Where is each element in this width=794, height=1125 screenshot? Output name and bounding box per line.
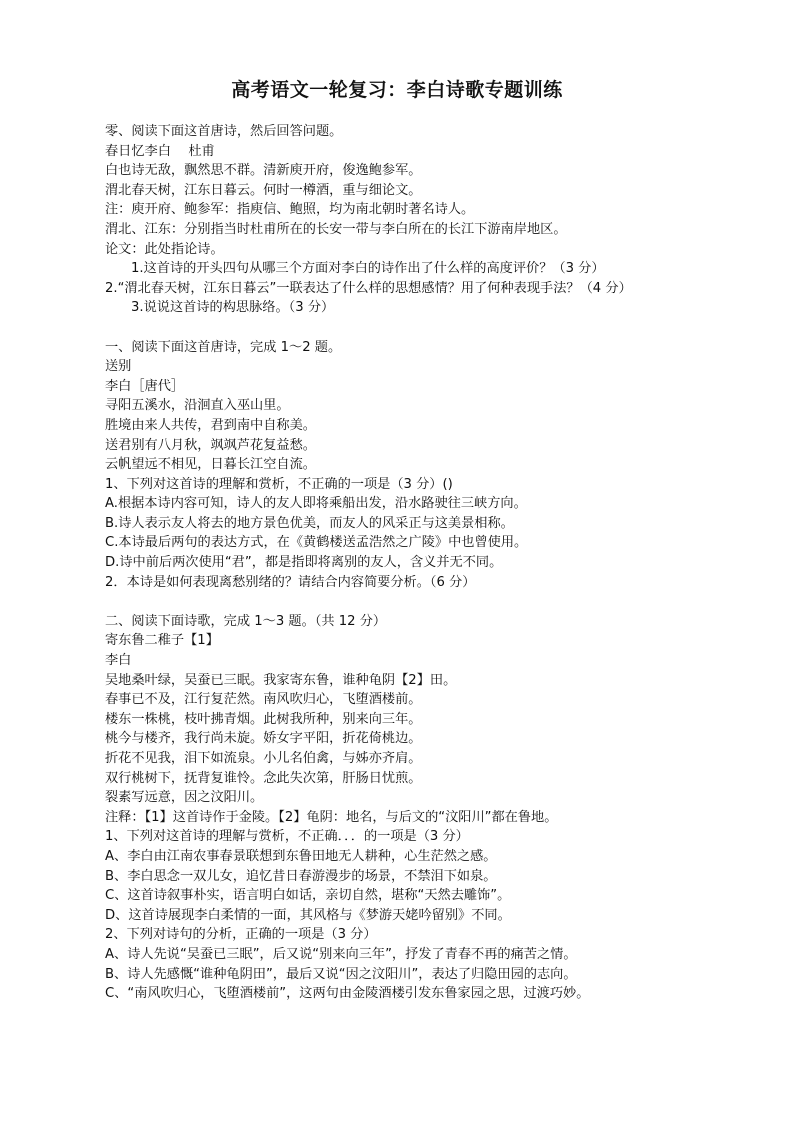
section-0-heading: 零、阅读下面这首唐诗，然后回答问题。 bbox=[105, 124, 343, 139]
poem-line: 楼东一株桃，枝叶拂青烟。此树我所种，别来向三年。 bbox=[105, 711, 422, 727]
poem-line: 桃今与楼齐，我行尚未旋。娇女字平阳，折花倚桃边。 bbox=[105, 731, 422, 747]
option-a: A、诗人先说“吴蚕已三眠”，后又说“别来向三年”，抒发了青春不再的痛苦之情。 bbox=[105, 946, 577, 962]
document-body bbox=[105, 122, 705, 1004]
option-c: C、“南风吹归心，飞堕酒楼前”，这两句由金陵酒楼引发东鲁家园之思，过渡巧妙。 bbox=[105, 986, 590, 1002]
poem-line: 白也诗无敌，飘然思不群。清新庾开府，俊逸鲍参军。 bbox=[105, 163, 422, 179]
poem-note: 渭北、江东：分别指当时杜甫所在的长安一带与李白所在的长江下游南岸地区。 bbox=[105, 221, 567, 237]
question-3: 3.说说这首诗的构思脉络。（3 分） bbox=[131, 300, 335, 316]
section-2-heading: 二、阅读下面诗歌，完成 1～3 题。（共 12 分） bbox=[105, 613, 387, 629]
poem-author: 李白 bbox=[105, 653, 132, 669]
question-1: 1.这首诗的开头四句从哪三个方面对李白的诗作出了什么样的高度评价？（3 分） bbox=[131, 261, 605, 277]
option-a: A、李白由江南农事春景联想到东鲁田地无人耕种，心生茫然之感。 bbox=[105, 848, 497, 864]
spacer bbox=[105, 318, 705, 338]
option-b: B、李白思念一双儿女，追忆昔日春游漫步的场景，不禁泪下如泉。 bbox=[105, 868, 497, 884]
poem-line: 吴地桑叶绿，吴蚕已三眠。我家寄东鲁，谁种龟阴【2】田。 bbox=[105, 672, 457, 688]
section-1-heading: 一、阅读下面这首唐诗，完成 1～2 题。 bbox=[105, 339, 342, 355]
poem-line: 渭北春天树，江东日暮云。何时一樽酒，重与细论文。 bbox=[105, 182, 422, 198]
poem-line: 春事已不及，江行复茫然。南风吹归心，飞堕酒楼前。 bbox=[105, 692, 422, 708]
option-c: C.本诗最后两句的表达方式，在《黄鹤楼送孟浩然之广陵》中也曾使用。 bbox=[105, 535, 528, 551]
poem-line: 双行桃树下，抚背复谁怜。念此失次第，肝肠日忧煎。 bbox=[105, 770, 422, 786]
option-b: B、诗人先感慨“谁种龟阴田”，最后又说“因之汶阳川”，表达了归隐田园的志向。 bbox=[105, 966, 577, 982]
poem-line: 折花不见我，泪下如流泉。小儿名伯禽，与姊亦齐肩。 bbox=[105, 751, 422, 766]
option-b: B.诗人表示友人将去的地方景色优美，而友人的风采正与这美景相称。 bbox=[105, 515, 514, 531]
spacer bbox=[105, 592, 705, 612]
question-1: 1、下列对这首诗的理解和赏析，不正确的一项是（3 分）() bbox=[105, 476, 453, 492]
poem-author: 李白［唐代］ bbox=[105, 378, 185, 394]
question-2: 2．本诗是如何表现离愁别绪的？请结合内容简要分析。（6 分） bbox=[105, 574, 476, 590]
option-d: D、这首诗展现李白柔情的一面，其风格与《梦游天姥吟留别》不同。 bbox=[105, 907, 511, 923]
poem-line: 裂素写远意，因之汶阳川。 bbox=[105, 790, 264, 806]
poem-line: 云帆望远不相见，日暮长江空自流。 bbox=[105, 457, 316, 473]
option-d: D.诗中前后两次使用“君”，都是指即将离别的友人，含义并无不同。 bbox=[105, 555, 503, 571]
poem-title: 春日忆李白 杜甫 bbox=[105, 143, 215, 159]
poem-title: 送别 bbox=[105, 359, 132, 375]
poem-note: 注：庾开府、鲍参军：指庾信、鲍照，均为南北朝时著名诗人。 bbox=[105, 202, 475, 218]
poem-note: 注释：【1】这首诗作于金陵。【2】龟阴：地名，与后文的“汶阳川”都在鲁地。 bbox=[105, 809, 558, 825]
poem-line: 送君别有八月秋，飒飒芦花复益愁。 bbox=[105, 437, 316, 453]
poem-note: 论文：此处指论诗。 bbox=[105, 241, 224, 257]
option-a: A.根据本诗内容可知，诗人的友人即将乘船出发，沿水路驶往三峡方向。 bbox=[105, 496, 527, 512]
page-title: 高考语文一轮复习：李白诗歌专题训练 bbox=[231, 79, 563, 101]
question-2: 2、下列对诗句的分析，正确的一项是（3 分） bbox=[105, 927, 377, 943]
question-1: 1、下列对这首诗的理解与赏析，不正确．．．的一项是（3 分） bbox=[105, 829, 469, 845]
poem-line: 寻阳五溪水，沿洄直入巫山里。 bbox=[105, 398, 290, 414]
question-2: 2.“渭北春天树，江东日暮云”一联表达了什么样的思想感情？用了何种表现手法？（4 分） bbox=[105, 280, 632, 296]
option-c: C、这首诗叙事朴实，语言明白如话，亲切自然，堪称“天然去雕饰”。 bbox=[105, 888, 511, 904]
poem-title: 寄东鲁二稚子【1】 bbox=[105, 633, 219, 649]
poem-line: 胜境由来人共传，君到南中自称美。 bbox=[105, 417, 316, 433]
